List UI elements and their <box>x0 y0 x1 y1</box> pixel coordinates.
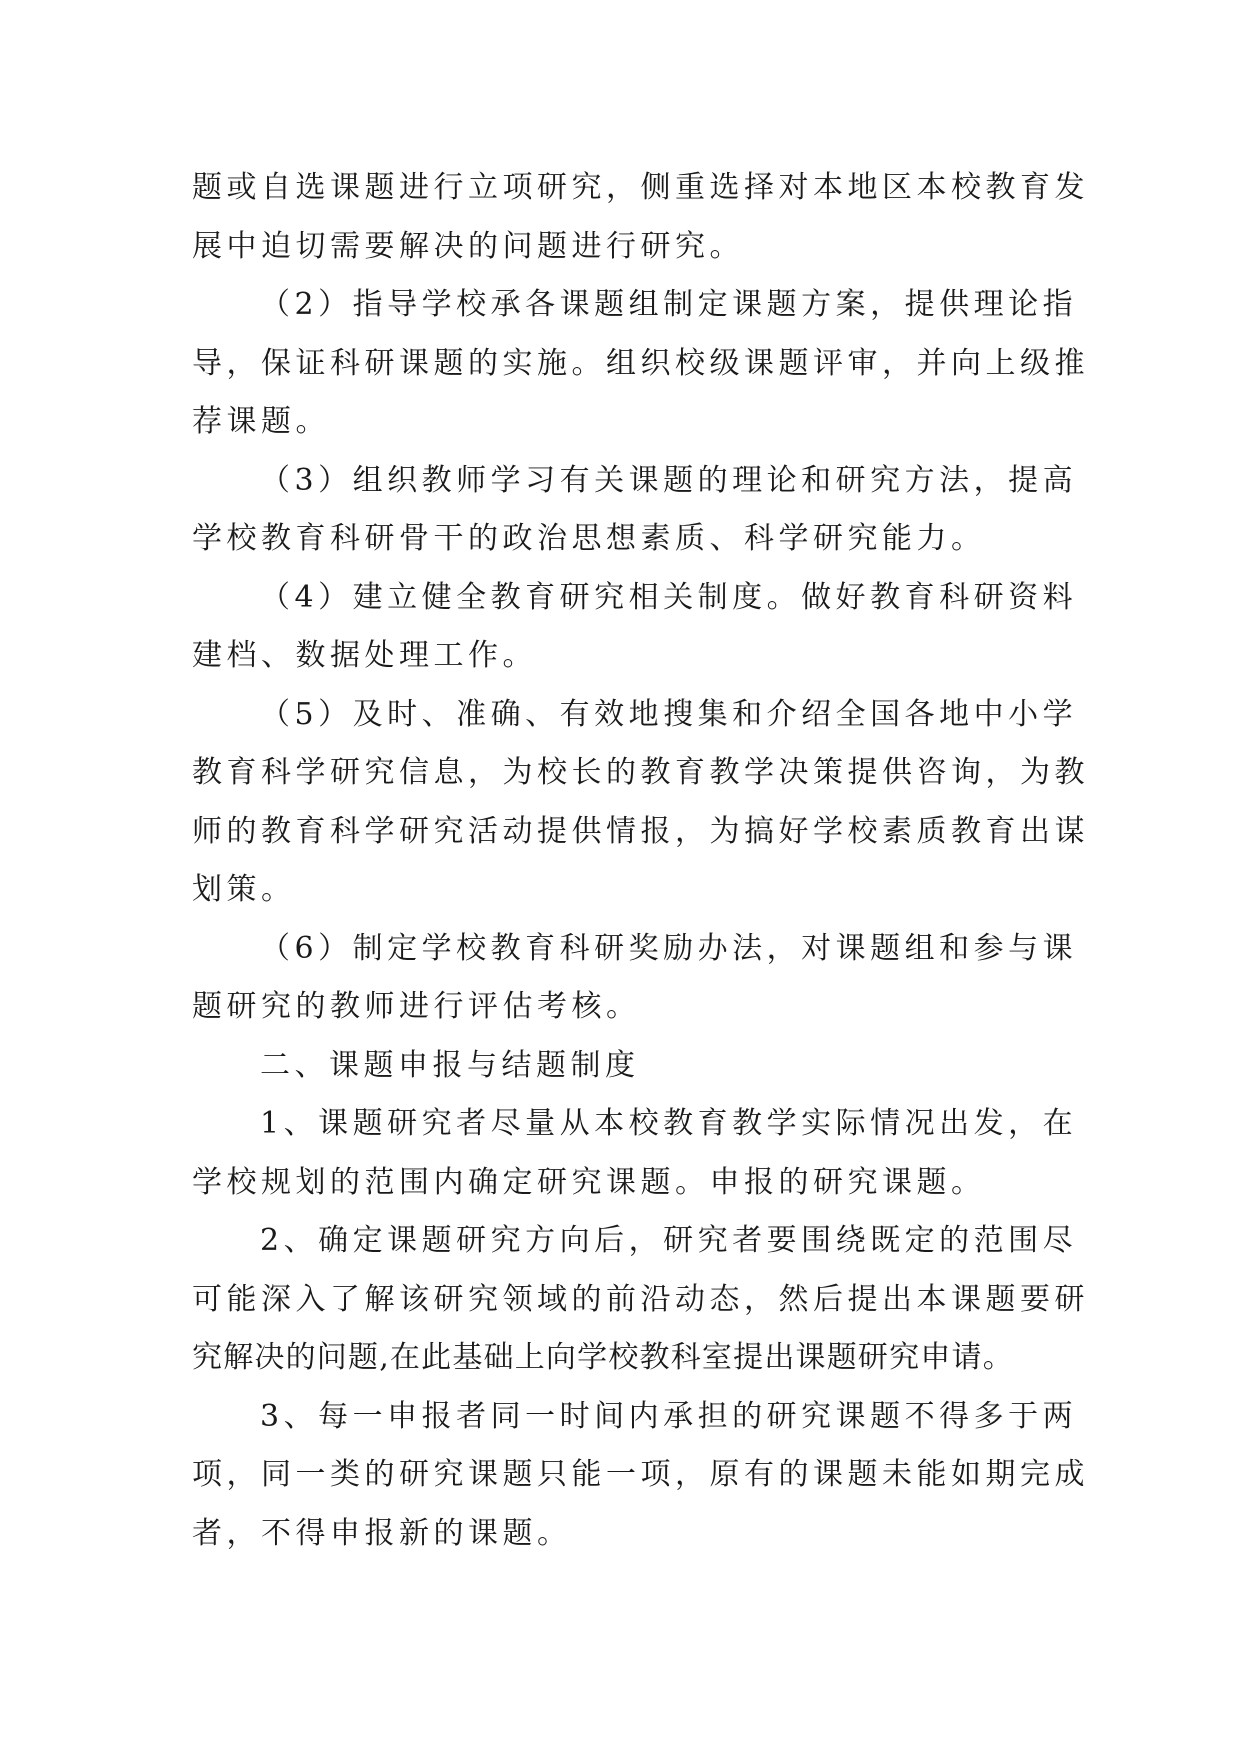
body-line: 题研究的教师进行评估考核。 <box>192 989 641 1024</box>
body-line: 师的教育科学研究活动提供情报，为搞好学校素质教育出谋 <box>192 813 1089 849</box>
paragraph-first-line: 1、课题研究者尽量从本校教育教学实际情况出发，在 <box>260 1106 1078 1141</box>
body-line: 者，不得申报新的课题。 <box>192 1515 572 1551</box>
section-heading: 二、课题申报与结题制度 <box>260 1047 640 1083</box>
body-line: 荐课题。 <box>192 404 330 439</box>
body-line: 建档、数据处理工作。 <box>192 638 537 673</box>
paragraph-first-line: （6）制定学校教育科研奖励办法，对课题组和参与课 <box>260 930 1078 966</box>
body-line: 究解决的问题,在此基础上向学校教科室提出课题研究申请。 <box>192 1340 1014 1375</box>
body-line: 划策。 <box>192 872 296 907</box>
document-body <box>192 159 1089 1563</box>
body-line: 学校规划的范围内确定研究课题。申报的研究课题。 <box>192 1164 986 1200</box>
body-line: 可能深入了解该研究领域的前沿动态，然后提出本课题要研 <box>192 1281 1089 1317</box>
paragraph-first-line: （5）及时、准确、有效地搜集和介绍全国各地中小学 <box>260 696 1078 732</box>
paragraph-first-line: （2）指导学校承各课题组制定课题方案，提供理论指 <box>260 287 1078 322</box>
body-line: 题或自选课题进行立项研究，侧重选择对本地区本校教育发 <box>192 170 1089 205</box>
body-line: 项，同一类的研究课题只能一项，原有的课题未能如期完成 <box>192 1457 1089 1492</box>
body-line: 导，保证科研课题的实施。组织校级课题评审，并向上级推 <box>192 345 1089 381</box>
paragraph-first-line: 2、确定课题研究方向后，研究者要围绕既定的范围尽 <box>260 1223 1078 1258</box>
body-line: 学校教育科研骨干的政治思想素质、科学研究能力。 <box>192 521 986 556</box>
paragraph-first-line: （4）建立健全教育研究相关制度。做好教育科研资料 <box>260 579 1078 615</box>
paragraph-first-line: 3、每一申报者同一时间内承担的研究课题不得多于两 <box>260 1398 1078 1434</box>
paragraph-first-line: （3）组织教师学习有关课题的理论和研究方法，提高 <box>260 462 1078 498</box>
body-line: 展中迫切需要解决的问题进行研究。 <box>192 228 744 264</box>
body-line: 教育科学研究信息，为校长的教育教学决策提供咨询，为教 <box>192 755 1089 790</box>
